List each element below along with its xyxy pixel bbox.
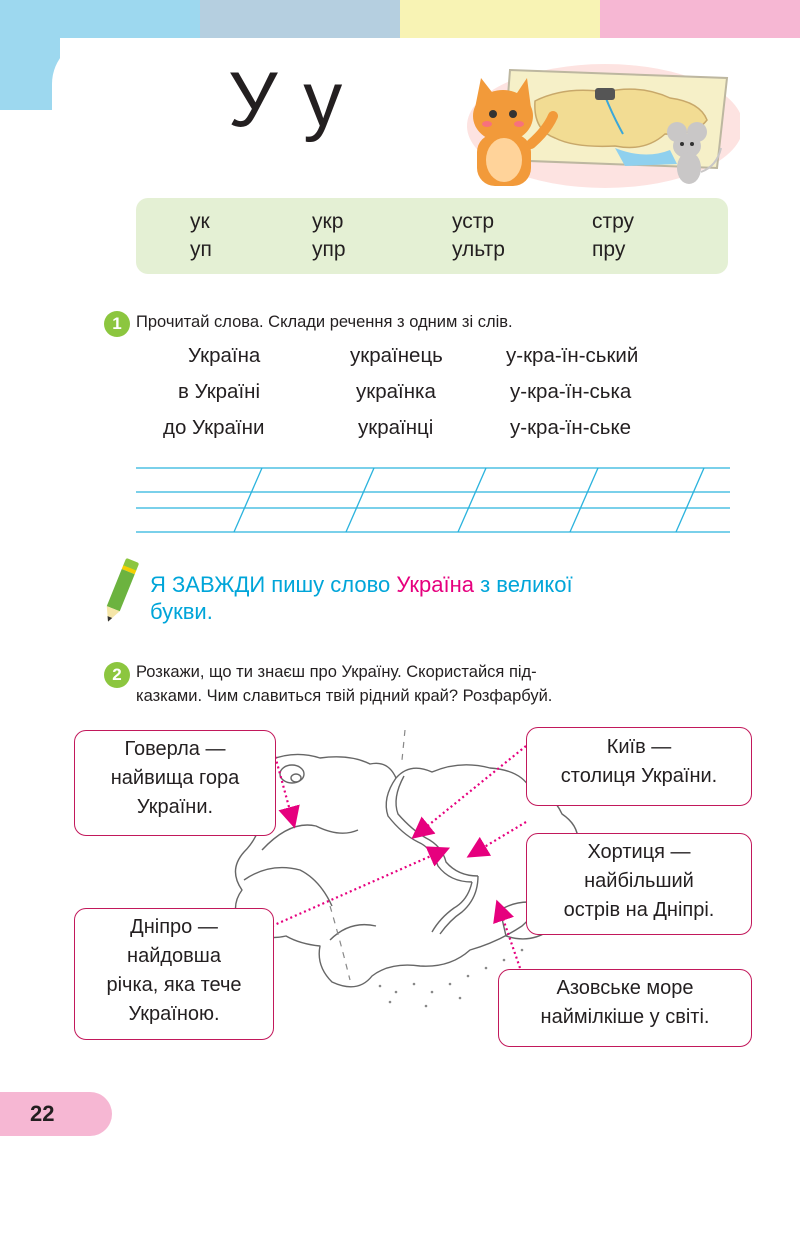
rule-part-1: Я ЗАВЖДИ пишу слово [150, 572, 391, 597]
callout-text: Україною. [128, 1003, 220, 1025]
callout-dnipro [74, 908, 274, 1040]
callout-text: найдовша [127, 945, 221, 967]
callout-text: найвища гора [110, 767, 240, 789]
task-1-instruction: Прочитай слова. Склади речення з одним зі слів. [136, 313, 513, 331]
callout-text: столиця України. [560, 765, 718, 787]
word: українець [350, 344, 443, 367]
task-number-badge: 2 [104, 662, 130, 688]
callout-text: наймілкіше у світі. [540, 1006, 710, 1028]
word: у-кра-їн-ський [506, 344, 639, 367]
rule-part-2: з великої [480, 572, 573, 597]
syllable: стру [592, 210, 635, 233]
word: в Україні [178, 380, 261, 403]
callout-azov [498, 969, 752, 1047]
syllable: ультр [452, 238, 505, 261]
callout-text: Говерла — [124, 738, 226, 760]
callout-khortytsia [526, 833, 752, 935]
page-title: У у [228, 55, 345, 143]
syllable: уп [190, 238, 212, 261]
rule-highlight-word: Україна [396, 572, 474, 597]
word: у-кра-їн-ське [510, 416, 632, 439]
syllable: упр [312, 238, 346, 261]
callout-text: Дніпро — [130, 916, 218, 938]
callout-hoverla [74, 730, 276, 836]
word: у-кра-їн-ська [510, 380, 632, 403]
syllable: устр [452, 210, 495, 233]
syllable: пру [592, 238, 626, 261]
callout-text: острів на Дніпрі. [563, 899, 715, 921]
word: українці [358, 416, 434, 439]
word: до України [163, 416, 265, 439]
syllable: ук [190, 210, 210, 233]
syllable: укр [312, 210, 344, 233]
callout-text: України. [136, 796, 214, 818]
callout-text: найбільший [584, 870, 694, 892]
word: Україна [188, 344, 261, 367]
task-number-badge: 1 [104, 311, 130, 337]
page-number: 22 [30, 1101, 55, 1126]
callout-text: Азовське море [556, 977, 694, 999]
callout-text: річка, яка тече [106, 974, 242, 996]
callout-text: Хортиця — [587, 841, 691, 863]
callout-text: Київ — [606, 736, 672, 758]
callout-kyiv [526, 727, 752, 806]
task-2-instruction-line-1: Розкажи, що ти знаєш про Україну. Скористайся під- [136, 663, 537, 681]
task-2-instruction-line-2: казками. Чим славиться твій рідний край? Розфарбуй. [136, 687, 553, 705]
word: українка [356, 380, 436, 403]
rule-text-line-2: букви. [150, 599, 213, 624]
page-number-tab [0, 1092, 112, 1136]
